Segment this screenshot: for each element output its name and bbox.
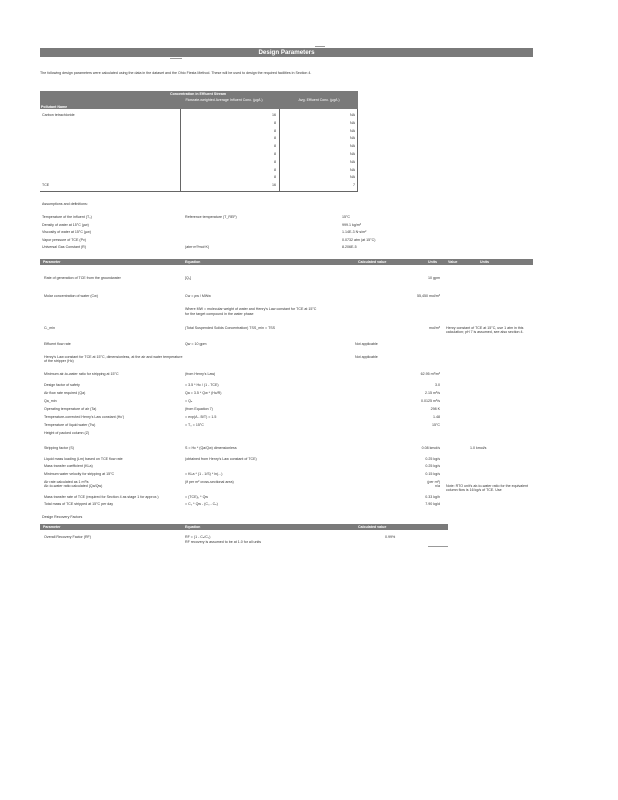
parameter-equation: Qa = 3.5 * Qw * (Hc/R): [185, 391, 222, 395]
parameter-name: Minimum water velocity for stripping at 15°C: [44, 472, 115, 476]
parameter-units: 10 gpm: [428, 276, 440, 280]
parameter-name: Mass transfer coefficient (KLa): [44, 464, 93, 468]
assumption-note: (atm·m³/mol·K): [185, 245, 210, 250]
effluent-conc: NA: [350, 120, 355, 125]
parameter-units: 0.08 kmol/s: [421, 446, 440, 450]
parameter-units: 62.95 m³/m³: [420, 372, 440, 376]
parameter-units: 55,450 mol/m³: [417, 294, 440, 298]
pollutant-name: Carbon tetrachloride: [42, 113, 75, 117]
parameter-name: Minimum air-to-water ratio for stripping at 15°C: [44, 372, 119, 376]
parameter-note: Note: RTO unit's air-to-water ratio for the equivalent column flow is 16 kg/s of TCE. Use: [446, 484, 529, 493]
assumption-value: 1.14E-3 N·s/m²: [342, 230, 367, 235]
parameter-units: 3.0: [435, 383, 440, 387]
col1-header: Flowrate-weighted Average Influent Conc. (μg/L): [185, 98, 263, 102]
parameter-name: Liquid mass loading (Lm) based on TCE flow rate: [44, 457, 123, 461]
parameter-name: Qa_min: [44, 399, 57, 403]
parameter-name: Air flow rate required (Qa): [44, 391, 86, 395]
parameter-name: Temperature of liquid water (Tw): [44, 423, 96, 427]
assumption-value: 15°C: [342, 215, 351, 219]
parameter-units: mol/m³: [429, 326, 440, 330]
assumption-value: 8.206E-5: [342, 245, 357, 250]
parameter-equation: = KLa * (1 - 1/S) * ln(...): [185, 472, 223, 476]
parameter-units: 0.0125 m³/s: [421, 399, 440, 403]
parameter-equation: S = Hc * (Qa/Qw) dimensionless: [185, 446, 237, 450]
header-calculated-value: Calculated value: [358, 260, 387, 264]
assumption-label: Viscosity of water at 15°C (μw): [42, 230, 91, 235]
assumption-value: 999.1 kg/m³: [342, 222, 361, 227]
assumption-label: Density of water at 15°C (ρw): [42, 222, 89, 227]
parameter-equation: (from Equation 7): [185, 407, 213, 411]
assumption-label: Universal Gas Constant (R): [42, 245, 86, 250]
recovery-table-header: [40, 524, 448, 530]
parameter-name: Rate of generation of TCE from the groundwater: [44, 276, 121, 280]
parameter-equation: = Qₐ: [185, 399, 193, 403]
parameter-equation: [Q₀]: [185, 276, 192, 280]
divider: [170, 58, 182, 59]
parameter-units: 298 K: [430, 407, 440, 411]
header-equation: Equation: [185, 260, 201, 264]
parameter-calc-value: Not applicable: [355, 342, 378, 346]
recovery-equation: RF = (1 - Cₑ/C₀): [185, 535, 211, 539]
recovery-equation-cont: RF recovery is assumed to be at 1.0 for all units: [185, 540, 262, 544]
parameter-equation: = exp(A - B/T) = 1.5: [185, 415, 217, 419]
header-parameter: Parameter: [43, 260, 61, 264]
recovery-header: Design Recovery Factors: [42, 515, 83, 519]
effluent-conc: NA: [350, 167, 355, 172]
parameter-equation: (if per m² cross-sectional area): [185, 480, 234, 484]
assumption-value: 0.0732 atm (at 15°C): [342, 237, 376, 242]
parameter-name: Mass transfer rate of TCE (required for Section 4 as stage 1 for approx.): [44, 495, 159, 499]
group-header: Concentration in Effluent Stream: [170, 92, 227, 96]
header-value: Value: [448, 260, 458, 264]
parameter-name: Effluent flow rate: [44, 342, 71, 346]
effluent-conc: NA: [350, 159, 355, 164]
parameter-calc-value: Not applicable: [355, 355, 378, 359]
page-title: Design Parameters: [40, 48, 533, 57]
parameter-units: 0.25 kg/s: [425, 464, 440, 468]
parameter-equation: Qw = 10 gpm: [185, 342, 207, 346]
parameter-equation: (from Henry's Law): [185, 372, 216, 376]
recovery-header-equation: Equation: [185, 525, 201, 529]
pollutant-name: TCE: [42, 183, 50, 188]
row-header: Pollutant Name: [41, 105, 68, 109]
parameter-note: Henry constant of TCE at 15°C, use 1 atm in this calculation; pH 7 is assumed, see also section 4.: [446, 326, 524, 335]
parameter-units: 1.48: [433, 415, 440, 419]
parameter-name: Temperature-corrected Henry's Law constant (Hc'): [44, 415, 125, 419]
parameter-name: Cₗ_min: [44, 326, 55, 330]
effluent-conc: NA: [350, 175, 355, 180]
parameter-equation: (Total Suspended Solids Concentration) TSS_min = TSS: [185, 326, 276, 330]
header-units-2: Units: [480, 260, 489, 264]
parameter-units: 0.25 kg/s: [425, 457, 440, 461]
parameter-name: Henry's Law constant for TCE at 15°C, dimensionless, at the air and water temperature of the stripper (Hc): [44, 355, 183, 364]
divider: [428, 546, 448, 547]
parameter-name: Operating temperature of air (Ta): [44, 407, 97, 411]
parameter-name: Molar concentration of water (Cw): [44, 294, 98, 298]
col2-header: Avg. Effluent Conc. (μg/L): [298, 98, 340, 102]
effluent-conc: NA: [350, 136, 355, 141]
assumption-label: Vapor pressure of TCE (Pv): [42, 237, 87, 242]
influent-conc: 8: [274, 175, 276, 180]
parameter-name: Design factor of safety: [44, 383, 80, 387]
recovery-header-parameter: Parameter: [43, 525, 61, 529]
influent-conc: 16: [272, 183, 276, 188]
influent-conc: 8: [274, 128, 276, 133]
parameter-units: 7.90 kg/d: [425, 502, 440, 506]
parameter-units: 15°C: [431, 423, 440, 427]
influent-conc: 8: [274, 159, 276, 164]
effluent-conc: NA: [350, 152, 355, 156]
effluent-conc: NA: [350, 128, 355, 133]
influent-conc: 8: [274, 144, 276, 149]
parameter-table-header: [40, 259, 533, 265]
effluent-conc: NA: [350, 144, 355, 149]
effluent-conc: NA: [350, 113, 355, 117]
parameter-units: 2.15 m³/s: [425, 391, 440, 395]
parameter-equation: = (TCE)₀ * Qw: [185, 495, 208, 499]
parameter-units: n/a: [435, 484, 440, 488]
parameter-name: Air-to-water ratio calculated (Qa/Qw): [44, 484, 103, 488]
parameter-name: Stripping factor (S): [44, 446, 74, 450]
table-border: [357, 109, 358, 191]
influent-conc: 16: [272, 113, 276, 117]
influent-conc: 8: [274, 152, 276, 156]
parameter-units: (per m²): [427, 480, 440, 484]
influent-conc: 8: [274, 120, 276, 125]
parameter-name: Air rate calculated as 1 m³/s: [44, 480, 89, 484]
recovery-value: 0.99%: [385, 535, 396, 539]
parameter-equation: = 3.5 * Hc / (1 - TCE): [185, 383, 219, 387]
parameter-name: Height of packed column (Z): [44, 431, 90, 435]
influent-conc: 8: [274, 167, 276, 172]
parameter-equation: = C₀ * Qw - (C₀ - Cₑ): [185, 502, 218, 506]
divider: [315, 46, 325, 47]
influent-conc: 8: [274, 136, 276, 141]
effluent-conc: 7: [353, 183, 355, 188]
assumption-note: Reference temperature (T_REF): [185, 215, 237, 219]
recovery-parameter: Overall Recovery Factor (RF): [44, 535, 91, 539]
parameter-name: Total mass of TCE stripped at 15°C per day: [44, 502, 114, 506]
parameter-equation: = T₀ = 15°C: [185, 423, 204, 427]
intro-text: The following design parameters were calculated using the data in the dataset and the Ohio Fiesta Method. These will be used to design the required facilities in Section 4.: [40, 71, 312, 75]
assumptions-header: Assumptions and definitions:: [42, 202, 88, 206]
parameter-equation-cont: for the target compound in the water phase: [185, 312, 254, 316]
parameter-equation: Cw = ρw / MWw: [185, 294, 211, 298]
parameter-units: 0.15 kg/s: [425, 472, 440, 476]
assumption-label: Temperature of the influent (T₀): [42, 215, 92, 219]
parameter-value: 1.0 kmol/s: [470, 446, 487, 450]
parameter-equation: (obtained from Henry's Law constant of TCE): [185, 457, 257, 461]
header-units: Units: [428, 260, 437, 264]
parameter-units: 0.33 kg/h: [425, 495, 440, 499]
table-border: [40, 191, 358, 192]
recovery-header-value: Calculated value: [358, 525, 387, 529]
parameter-equation: Where MW = molecular weight of water and Henry's Law constant for TCE at 15°C: [185, 307, 317, 311]
